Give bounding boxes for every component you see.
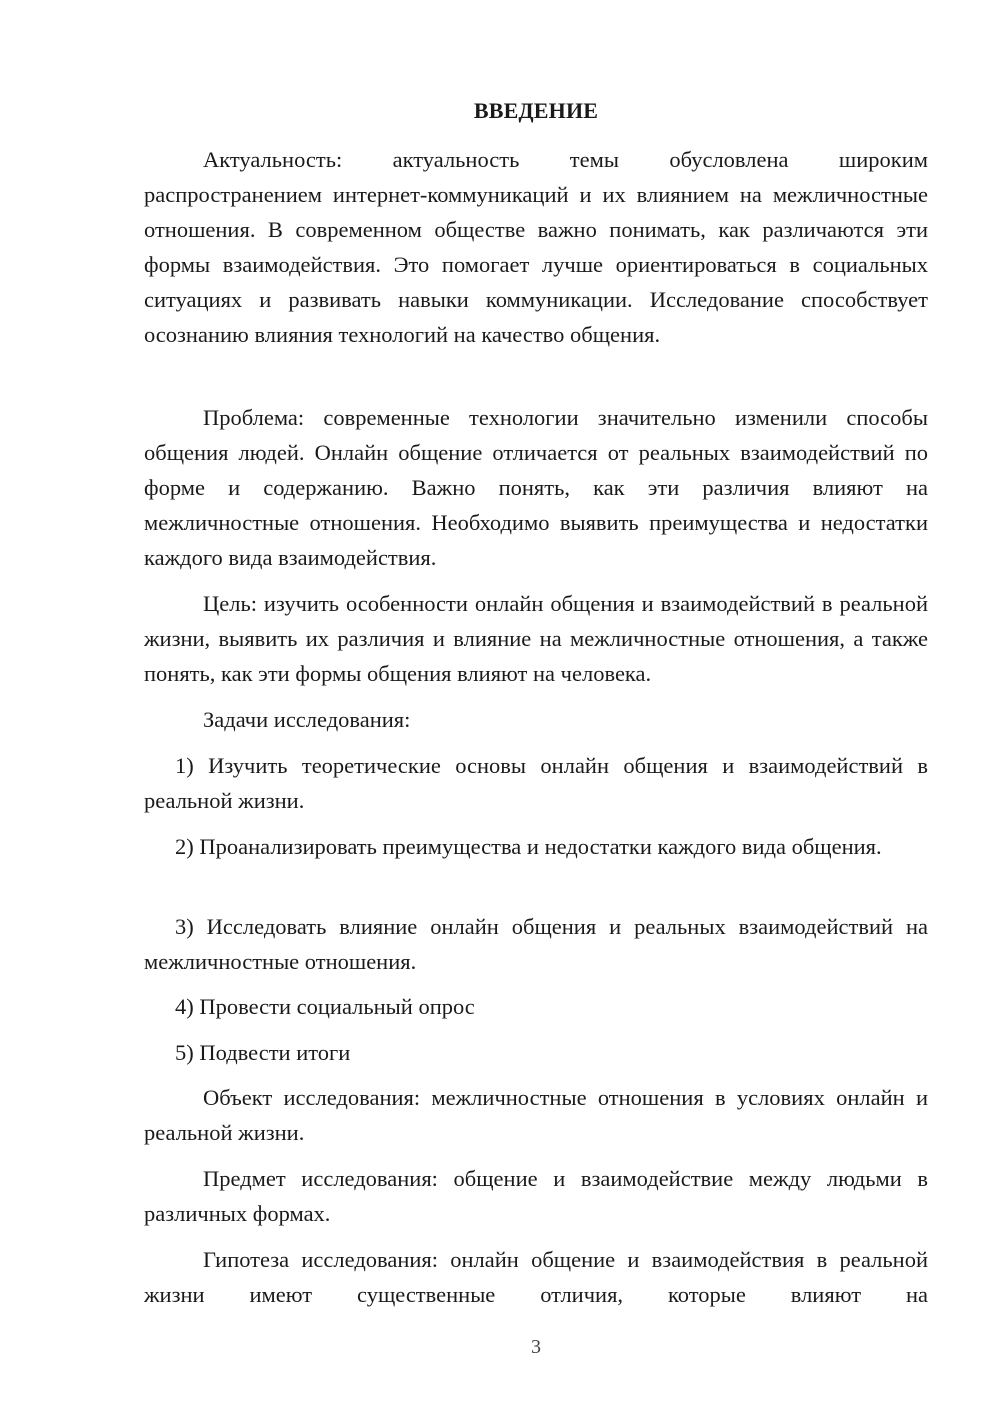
task-item-4: 4) Провести социальный опрос — [175, 994, 475, 1019]
tasks-heading: Задачи исследования: — [203, 707, 411, 732]
page-title: ВВЕДЕНИЕ — [473, 98, 599, 123]
task-item-3: 3) Исследовать влияние онлайн общения и реальных взаимодействий на межличностные отношения. — [144, 914, 928, 974]
task-item-1: 1) Изучить теоретические основы онлайн общения и взаимодействий в реальной жизни. — [144, 753, 928, 813]
relevance-paragraph: Актуальность: актуальность темы обусловлена широким распространением интернет-коммуникаций и их влиянием на межличностные отношения. В современном обществе важно понимать, как различаются эти формы взаимодействия. Это помогает лучше ориентироваться в социальных ситуациях и развивать навыки коммуникации. Исследование способствует осознанию влияния технологий на качество общения. — [144, 147, 928, 347]
object-paragraph: Объект исследования: межличностные отношения в условиях онлайн и реальной жизни. — [144, 1085, 928, 1145]
goal-paragraph: Цель: изучить особенности онлайн общения и взаимодействий в реальной жизни, выявить их различия и влияние на межличностные отношения, а также понять, как эти формы общения влияют на человека. — [144, 591, 928, 686]
problem-paragraph: Проблема: современные технологии значительно изменили способы общения людей. Онлайн общение отличается от реальных взаимодействий по форме и содержанию. Важно понять, как эти различия влияют на межличностные отношения. Необходимо выявить преимущества и недостатки каждого вида взаимодействия. — [144, 405, 928, 570]
task-item-2: 2) Проанализировать преимущества и недостатки каждого вида общения. — [175, 834, 882, 859]
subject-paragraph: Предмет исследования: общение и взаимодействие между людьми в различных формах. — [144, 1166, 928, 1226]
task-item-5: 5) Подвести итоги — [175, 1040, 351, 1065]
hypothesis-paragraph: Гипотеза исследования: онлайн общение и взаимодействия в реальной жизни имеют существенные отличия, которые влияют на — [144, 1247, 928, 1307]
page-number: 3 — [531, 1336, 541, 1358]
